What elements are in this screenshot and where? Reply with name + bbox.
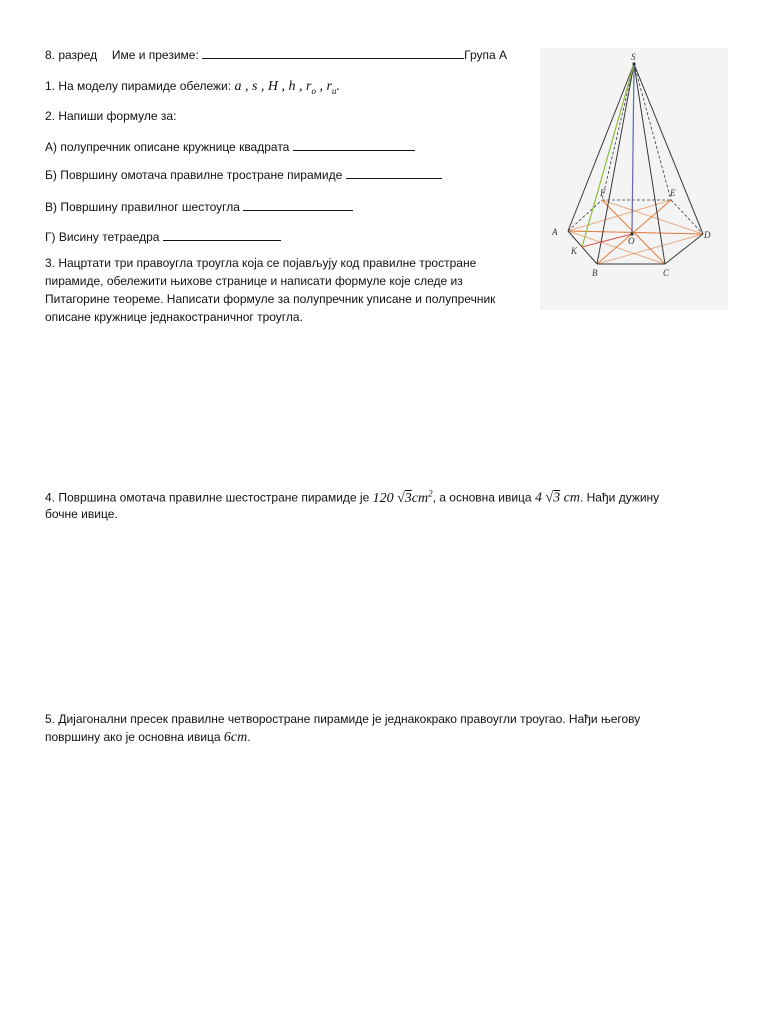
- task5-end: .: [247, 730, 251, 744]
- header-line: [45, 46, 507, 64]
- task2-c-blank[interactable]: [243, 198, 353, 211]
- hexagonal-pyramid-figure: [540, 48, 728, 310]
- task2-d: [45, 228, 281, 246]
- label-k: K: [571, 246, 578, 256]
- task4-edge: 4 √3 cm: [534, 490, 580, 506]
- label-c: C: [663, 268, 670, 278]
- task2-b-text: Б) Површину омотача правилне тростране пирамиде: [45, 168, 343, 182]
- label-a: A: [552, 227, 558, 237]
- label-b: B: [592, 268, 598, 278]
- name-label: Име и презиме:: [111, 48, 199, 62]
- task1-text: 1. На моделу пирамиде обележи:: [45, 79, 232, 93]
- task3-text: 3. Нацртати три правоугла троугла која се појављују код правилне тростране пирамиде, обележити њихове странице и написати формуле које следе из Питагорине теореме. Написати формуле за полупречник уписане и полупречник описане кружнице једнакостраничног троугла.: [45, 256, 496, 324]
- task2-b: [45, 166, 442, 184]
- label-f: F: [600, 188, 606, 198]
- name-blank[interactable]: [202, 46, 464, 59]
- task5-lead: површину ако је основна ивица: [45, 730, 221, 744]
- grade-label: 8. разред: [45, 48, 98, 62]
- task5-edge: 6cm: [223, 730, 248, 745]
- label-e: E: [670, 188, 676, 198]
- task1-symbols: a , s , H , h , $r_o$ , $r_u$.: [234, 79, 340, 96]
- task2-a-text: А) полупречник описане кружнице квадрата: [45, 140, 290, 154]
- task2-d-text: Г) Висину тетраедра: [45, 230, 160, 244]
- point-s: [632, 62, 635, 65]
- task4-line1: [45, 484, 659, 508]
- task2-b-blank[interactable]: [346, 166, 442, 179]
- task2-a-blank[interactable]: [293, 138, 415, 151]
- group-label: Група А: [464, 48, 508, 62]
- task4-area: 120 $√3cm^2$: [372, 488, 433, 506]
- label-d: D: [704, 230, 711, 240]
- task2-c: [45, 198, 353, 216]
- label-s: S: [631, 52, 636, 62]
- task2-c-text: В) Површину правилног шестоугла: [45, 200, 240, 214]
- task4-lead: 4. Површина омотача правилне шестостране пирамиде је: [45, 490, 370, 505]
- task2-d-blank[interactable]: [163, 228, 281, 241]
- task1: [45, 77, 340, 100]
- task2-a: [45, 138, 415, 156]
- task4-mid: , а основна ивица: [432, 490, 532, 505]
- task4-tail: . Нађи дужину: [579, 490, 660, 505]
- task4-line2: бочне ивице.: [45, 507, 118, 521]
- label-o: O: [628, 236, 635, 246]
- task2-title: 2. Напиши формуле за:: [45, 109, 177, 123]
- task5-line1: 5. Дијагонални пресек правилне четворостране пирамиде је једнакокрако правоугли троугао. Нађи његову: [45, 712, 641, 726]
- task5-line2: [45, 728, 251, 747]
